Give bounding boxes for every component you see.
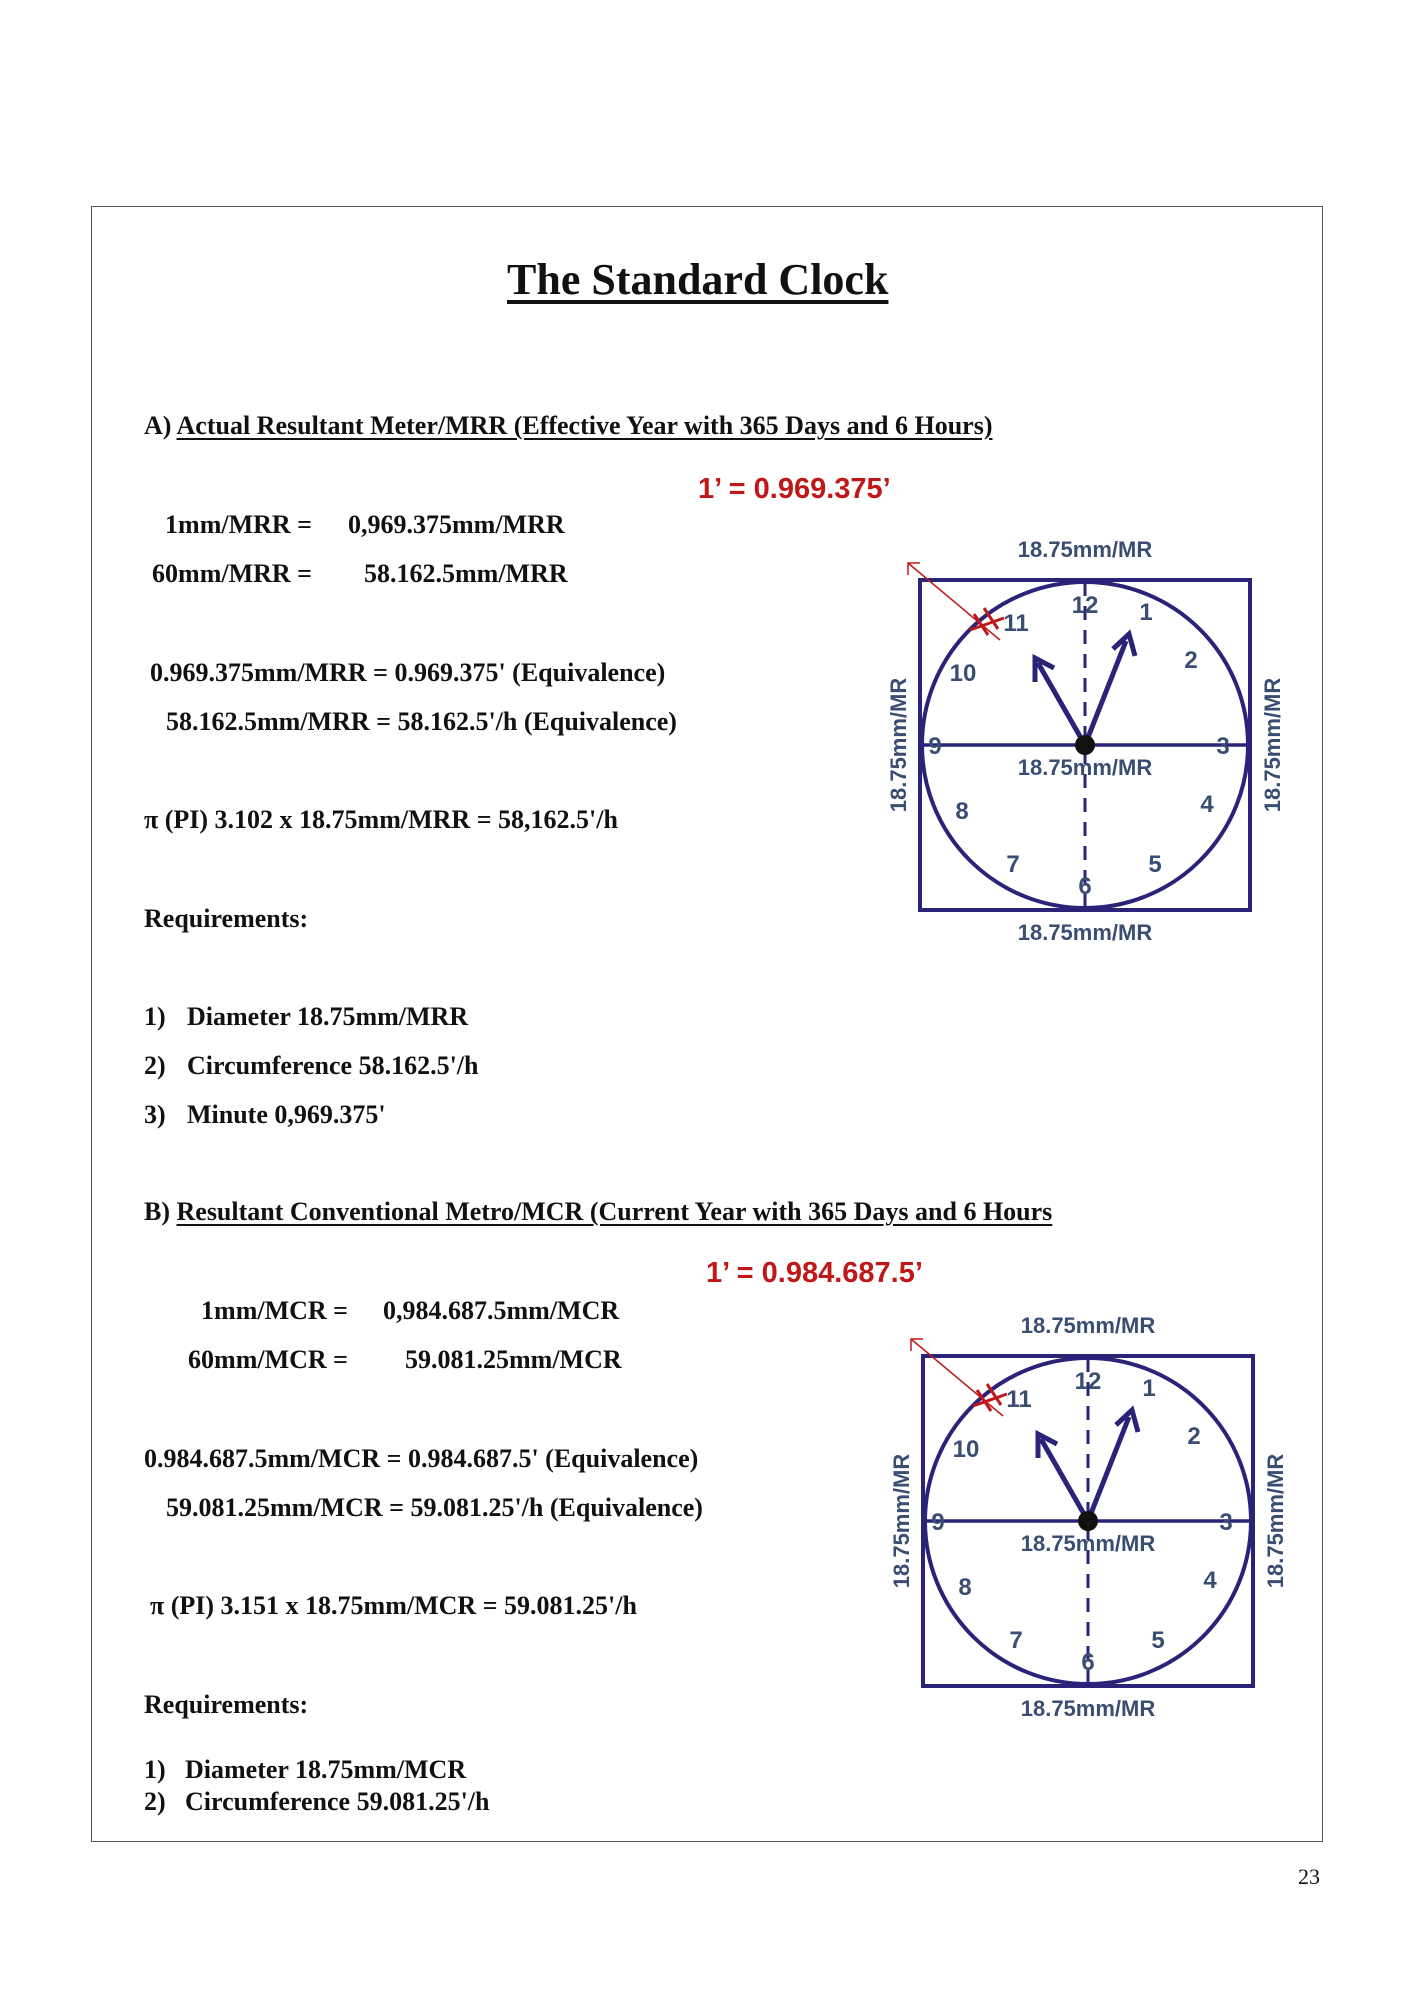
- section-b-conv2-left: 60mm/MCR =: [188, 1345, 348, 1374]
- section-a-conv2-left: 60mm/MRR =: [152, 559, 312, 588]
- numeral-9: 9: [931, 1509, 945, 1536]
- section-a-conv1-right: 0,969.375mm/MRR: [348, 510, 565, 539]
- clock-diagram-a: [880, 530, 1300, 950]
- label-right: 18.75mm/MR: [1263, 1453, 1288, 1589]
- numeral-5: 5: [1148, 851, 1162, 878]
- numeral-12: 12: [1074, 1368, 1102, 1395]
- section-a-heading: [144, 411, 993, 441]
- numeral-11: 11: [1006, 1386, 1032, 1413]
- minute-ticks: [970, 608, 1004, 635]
- minute-ticks: [973, 1384, 1007, 1411]
- section-a-req-1: [144, 1002, 468, 1032]
- section-b-req-1: [144, 1755, 466, 1785]
- req-text: Circumference 59.081.25'/h: [185, 1787, 490, 1816]
- req-text: Diameter 18.75mm/MRR: [187, 1002, 469, 1031]
- section-a-title: Actual Resultant Meter/MRR (Effective Year with 365 Days and 6 Hours): [176, 411, 993, 440]
- numeral-11: 11: [1003, 610, 1029, 637]
- numeral-5: 5: [1151, 1627, 1165, 1654]
- numeral-3: 3: [1219, 1509, 1233, 1536]
- numeral-12: 12: [1071, 592, 1099, 619]
- section-a-equiv2: 58.162.5mm/MRR = 58.162.5'/h (Equivalence): [166, 707, 677, 736]
- req-text: Minute 0,969.375': [187, 1100, 386, 1129]
- section-a-pi-formula: π (PI) 3.102 x 18.75mm/MRR = 58,162.5'/h: [144, 805, 618, 834]
- label-top: 18.75mm/MR: [1017, 537, 1153, 562]
- section-b-heading: [144, 1197, 1052, 1227]
- clock-center-dot: [1075, 735, 1095, 755]
- section-b-requirements-label: Requirements:: [144, 1690, 309, 1719]
- numeral-3: 3: [1216, 733, 1230, 760]
- numeral-6: 6: [1078, 873, 1092, 900]
- numeral-1: 1: [1142, 1375, 1156, 1402]
- numeral-2: 2: [1187, 1423, 1201, 1450]
- numeral-4: 4: [1200, 791, 1214, 818]
- req-text: Circumference 58.162.5'/h: [187, 1051, 479, 1080]
- section-a-minute-value: 1’ = 0.969.375’: [698, 473, 891, 505]
- label-center: 18.75mm/MR: [1017, 755, 1153, 780]
- label-top: 18.75mm/MR: [1020, 1313, 1156, 1338]
- section-b-equiv1: 0.984.687.5mm/MCR = 0.984.687.5' (Equivalence): [144, 1444, 699, 1473]
- label-left: 18.75mm/MR: [889, 1453, 914, 1589]
- label-bottom: 18.75mm/MR: [1017, 920, 1153, 945]
- section-a-req-2: [144, 1051, 478, 1081]
- req-num: 1): [144, 1755, 166, 1784]
- section-a-requirements-label: Requirements:: [144, 904, 309, 933]
- req-num: 3): [144, 1100, 166, 1129]
- numeral-7: 7: [1006, 851, 1020, 878]
- section-a-conv2-right: 58.162.5mm/MRR: [364, 559, 568, 588]
- numeral-10: 10: [952, 1436, 980, 1463]
- req-text: Diameter 18.75mm/MCR: [185, 1755, 467, 1784]
- label-left: 18.75mm/MR: [886, 677, 911, 813]
- clock-center-dot: [1078, 1511, 1098, 1531]
- numeral-7: 7: [1009, 1627, 1023, 1654]
- req-num: 1): [144, 1002, 166, 1031]
- numeral-9: 9: [928, 733, 942, 760]
- numeral-2: 2: [1184, 647, 1198, 674]
- numeral-10: 10: [949, 660, 977, 687]
- page-title: The Standard Clock: [507, 255, 889, 304]
- section-b-pi-formula: π (PI) 3.151 x 18.75mm/MCR = 59.081.25'/h: [150, 1591, 637, 1620]
- numeral-6: 6: [1081, 1649, 1095, 1676]
- section-a-equiv1: 0.969.375mm/MRR = 0.969.375' (Equivalence): [150, 658, 666, 687]
- page-number: 23: [1298, 1864, 1320, 1889]
- section-b-equiv2: 59.081.25mm/MCR = 59.081.25'/h (Equivalence): [166, 1493, 703, 1522]
- numeral-8: 8: [958, 1574, 972, 1601]
- clock-diagram-b: [883, 1306, 1303, 1726]
- section-a-conv1-left: 1mm/MRR =: [165, 510, 312, 539]
- label-right: 18.75mm/MR: [1260, 677, 1285, 813]
- label-bottom: 18.75mm/MR: [1020, 1696, 1156, 1721]
- section-b-req-2: [144, 1787, 489, 1817]
- label-center: 18.75mm/MR: [1020, 1531, 1156, 1556]
- section-b-conv1-right: 0,984.687.5mm/MCR: [383, 1296, 620, 1325]
- req-num: 2): [144, 1787, 166, 1816]
- section-b-conv1-left: 1mm/MCR =: [201, 1296, 348, 1325]
- section-b-letter: B): [144, 1197, 170, 1226]
- numeral-4: 4: [1203, 1567, 1217, 1594]
- req-num: 2): [144, 1051, 166, 1080]
- numeral-1: 1: [1139, 599, 1153, 626]
- section-b-title: Resultant Conventional Metro/MCR (Current Year with 365 Days and 6 Hours: [176, 1197, 1053, 1226]
- section-a-req-3: [144, 1100, 386, 1130]
- section-b-conv2-right: 59.081.25mm/MCR: [405, 1345, 622, 1374]
- section-b-minute-value: 1’ = 0.984.687.5’: [706, 1257, 923, 1289]
- numeral-8: 8: [955, 798, 969, 825]
- section-a-letter: A): [144, 411, 172, 440]
